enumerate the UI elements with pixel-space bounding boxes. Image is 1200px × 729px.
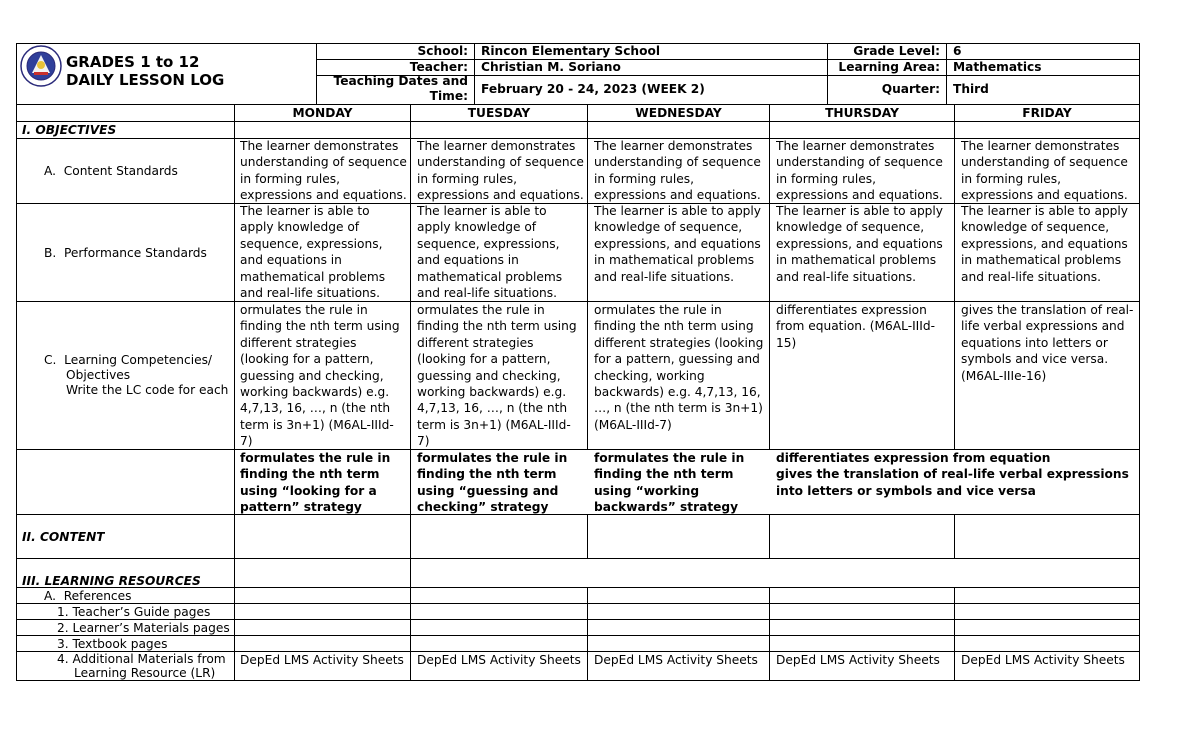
learning-area-label: Learning Area: [838, 60, 940, 74]
teachers-guide-label: 1. Teacher’s Guide pages [57, 605, 211, 619]
learning-area-value: Mathematics [953, 60, 1042, 74]
form-title-line1: GRADES 1 to 12 [66, 53, 200, 71]
performance-standard-wednesday: The learner is able to apply knowledge of sequence, expressions, and equations in mathematical problems and real-life situations. [594, 204, 762, 284]
school-value: Rincon Elementary School [481, 44, 661, 58]
competencies-label-line3: Write the LC code for each [66, 383, 229, 397]
day-header-friday: FRIDAY [1022, 106, 1072, 120]
additional-materials-monday: DepEd LMS Activity Sheets [240, 653, 404, 667]
performance-standards-label: B. Performance Standards [44, 246, 207, 260]
section-content: II. CONTENT [22, 530, 105, 544]
competencies-label-line2: Objectives [66, 368, 131, 382]
grade-level-value: 6 [953, 44, 962, 58]
dates-label-line1: Teaching Dates and [333, 74, 468, 88]
competency-thursday: differentiates expression from equation. (M6AL-IIId- 15) [776, 303, 936, 350]
performance-standard-thursday: The learner is able to apply knowledge of sequence, expressions, and equations in mathematical problems and real-life situations. [776, 204, 944, 284]
dates-label-line2: Time: [429, 89, 468, 103]
school-label: School: [417, 44, 468, 58]
day-header-monday: MONDAY [292, 106, 353, 120]
section-objectives: I. OBJECTIVES [22, 123, 117, 137]
competencies-label-line1: C. Learning Competencies/ [44, 353, 213, 367]
focus-wednesday: formulates the rule in finding the nth term using “working backwards” strategy [594, 451, 745, 515]
performance-standard-monday: The learner is able to apply knowledge of sequence, expressions, and equations in mathematical problems and real-life situations. [240, 204, 386, 301]
section-learning-resources: III. LEARNING RESOURCES [22, 574, 201, 588]
references-label: A. References [44, 589, 132, 603]
additional-materials-label-line1: 4. Additional Materials from [57, 652, 226, 666]
deped-seal-logo [20, 45, 62, 87]
performance-standard-tuesday: The learner is able to apply knowledge of sequence, expressions, and equations in mathematical problems and real-life situations. [417, 204, 563, 301]
content-standard-wednesday: The learner demonstrates understanding of sequence in forming rules, expressions and equations. [594, 139, 761, 203]
content-standard-tuesday: The learner demonstrates understanding of sequence in forming rules, expressions and equations. [417, 139, 584, 203]
form-title-line2: DAILY LESSON LOG [66, 71, 225, 89]
competency-tuesday: ormulates the rule in finding the nth term using different strategies (looking for a pattern, guessing and checking, working backwards) e.g. 4,7,13, 16, …, n (the nth term is 3n+1) (M6AL-IIId- 7) [417, 303, 577, 449]
additional-materials-label-line2: Learning Resource (LR) [74, 666, 216, 680]
dates-value: February 20 - 24, 2023 (WEEK 2) [481, 82, 705, 96]
day-header-wednesday: WEDNESDAY [635, 106, 722, 120]
competency-friday: gives the translation of real- life verbal expressions and equations into letters or symbols and vice versa. (M6AL-IIIe-16) [961, 303, 1134, 383]
quarter-label: Quarter: [881, 82, 940, 96]
teacher-value: Christian M. Soriano [481, 60, 621, 74]
additional-materials-friday: DepEd LMS Activity Sheets [961, 653, 1125, 667]
day-header-thursday: THURSDAY [825, 106, 899, 120]
additional-materials-tuesday: DepEd LMS Activity Sheets [417, 653, 581, 667]
competency-wednesday: ormulates the rule in finding the nth term using different strategies (looking for a pattern, guessing and checking, working backwards) e.g. 4,7,13, 16, …, n (the nth term is 3n+1) (M6AL-IIId-7) [594, 303, 764, 432]
content-standard-monday: The learner demonstrates understanding of sequence in forming rules, expressions and equations. [240, 139, 407, 203]
content-standard-friday: The learner demonstrates understanding of sequence in forming rules, expressions and equations. [961, 139, 1128, 203]
additional-materials-thursday: DepEd LMS Activity Sheets [776, 653, 940, 667]
additional-materials-wednesday: DepEd LMS Activity Sheets [594, 653, 758, 667]
learners-materials-label: 2. Learner’s Materials pages [57, 621, 230, 635]
content-standards-label: A. Content Standards [44, 164, 178, 178]
focus-thursday-friday: differentiates expression from equation gives the translation of real-life verbal expressions into letters or symbols and vice versa [776, 451, 1129, 498]
focus-tuesday: formulates the rule in finding the nth term using “guessing and checking” strategy [417, 451, 568, 515]
textbook-pages-label: 3. Textbook pages [57, 637, 168, 651]
content-standard-thursday: The learner demonstrates understanding of sequence in forming rules, expressions and equations. [776, 139, 943, 203]
grade-level-label: Grade Level: [853, 44, 940, 58]
focus-monday: formulates the rule in finding the nth term using “looking for a pattern” strategy [240, 451, 391, 515]
day-header-tuesday: TUESDAY [467, 106, 531, 120]
quarter-value: Third [953, 82, 989, 96]
competency-monday: ormulates the rule in finding the nth term using different strategies (looking for a pattern, guessing and checking, working backwards) e.g. 4,7,13, 16, …, n (the nth term is 3n+1) (M6AL-IIId- 7) [240, 303, 400, 449]
teacher-label: Teacher: [409, 60, 468, 74]
performance-standard-friday: The learner is able to apply knowledge of sequence, expressions, and equations in mathematical problems and real-life situations. [961, 204, 1129, 284]
